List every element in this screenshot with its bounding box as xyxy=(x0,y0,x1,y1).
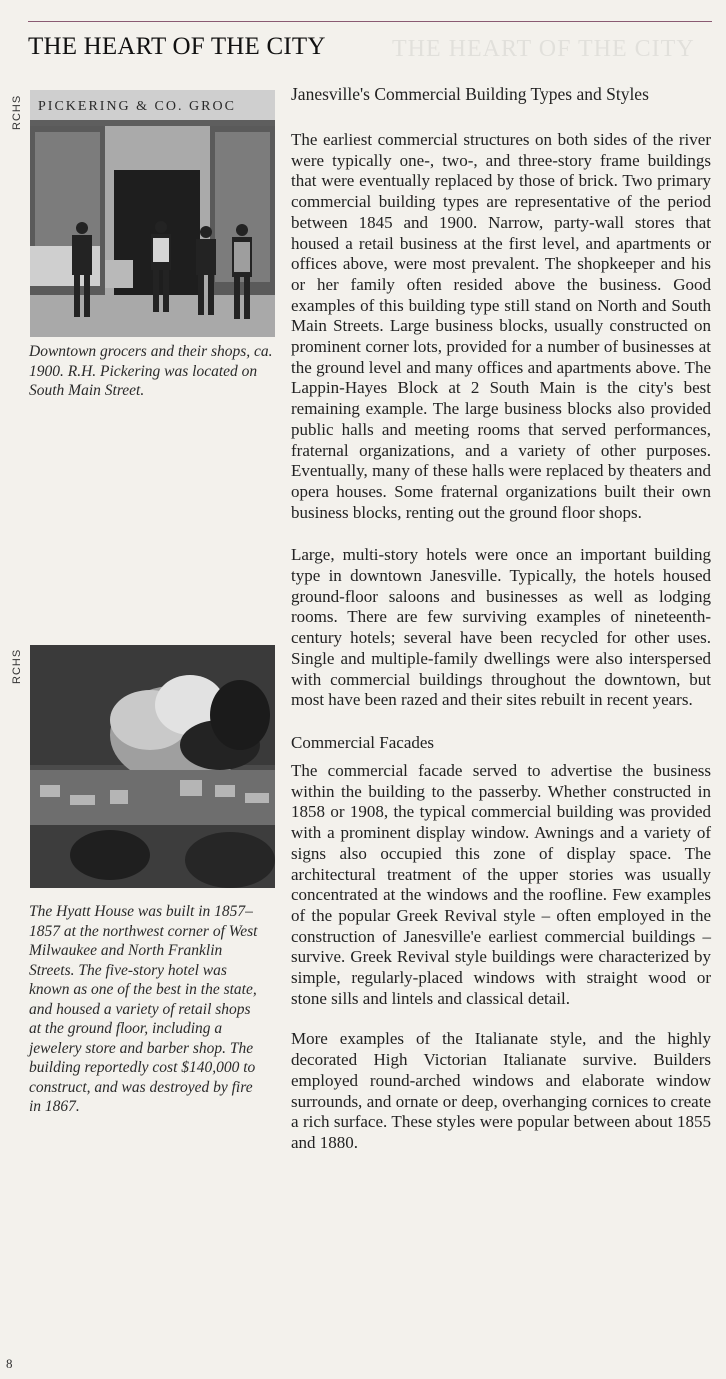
hyatt-house-fire-photo xyxy=(30,645,275,888)
article-column xyxy=(291,84,711,1154)
body-paragraph: The commercial facade served to advertise the business within the building to the passerby. Whether constructed in 1858 or 1908, the typical commercial building was provided with a prominent display window. Awnings and a variety of signs also occupied this zone of display space. The architectural treatment of the upper stories was usually concentrated at the windows and the roofline. Few examples of the popular Greek Revival style – often employed in the construction of Janesville'e earliest commercial buildings – survive. Greek Revival style buildings were characterized by simple, regularly-placed windows with straight wood or stone sills and lintels and classical detail. xyxy=(291,760,711,1008)
photo-caption: The Hyatt House was built in 1857–1857 at the northwest corner of West Milwaukee and North Franklin Streets. The five-story hotel was known as one of the best in the state, and housed a variety of retail shops at the ground floor, including a jewelery store and barber shop. The building reportedly cost $140,000 to construct, and was destroyed by fire in 1867. xyxy=(29,903,258,1115)
photo-credit: RCHS xyxy=(11,94,23,130)
article-heading: Janesville's Commercial Building Types and Styles xyxy=(291,84,649,104)
page-title: THE HEART OF THE CITY xyxy=(28,33,326,60)
store-sign: PICKERING & CO. GROC xyxy=(38,99,236,114)
top-rule xyxy=(28,21,712,22)
bleed-through-text: THE HEART OF THE CITY xyxy=(392,36,695,62)
body-paragraph: More examples of the Italianate style, and the highly decorated High Victorian Italianate survive. Builders employed round-arched windows and elaborate window surrounds, and ornate or deep, overhanging cornices to create a rich surface. These styles were popular between about 1855 and 1880. xyxy=(291,1029,711,1152)
body-paragraph: Large, multi-story hotels were once an important building type in downtown Janesville. Typically, the hotels housed ground-floor saloons and businesses as well as lodging rooms. There are few surviving examples of nineteenth-century hotels; several have been recycled for other uses. Single and multiple-family dwellings were also interspersed with commercial buildings throughout the downtown, but most have been razed and their sites rebuilt in recent years. xyxy=(291,545,711,710)
grocers-storefront-photo xyxy=(30,90,275,337)
body-paragraph: The earliest commercial structures on both sides of the river were typically one-, two-, and three-story frame buildings that were eventually replaced by those of brick. Two primary commercial building types are representative of the period between 1845 and 1900. Narrow, party-wall stores that housed a retail business at the first level, and apartments or offices above, were most prevalent. The shopkeeper and his or her family often resided above the business. Good examples of this building type still stand on North and South Main Streets. Large business blocks, usually constructed on prominent corner lots, provided for a number of businesses at the ground level and many offices and apartments above. The Lappin-Hayes Block at 2 South Main is the city's best remaining example. The large business blocks also provided public halls and meeting rooms that served performances, fraternal organizations, and a variety of other purposes. Eventually, many of these halls were replaced by theaters and opera houses. Some fraternal organizations built their own business blocks, renting out the ground floor shops. xyxy=(291,130,711,522)
page-number: 8 xyxy=(6,1356,13,1371)
photo-caption: Downtown grocers and their shops, ca. 1900. R.H. Pickering was located on South Main Street. xyxy=(29,343,273,399)
photo-credit: RCHS xyxy=(11,648,23,684)
section-subheading: Commercial Facades xyxy=(291,732,435,752)
